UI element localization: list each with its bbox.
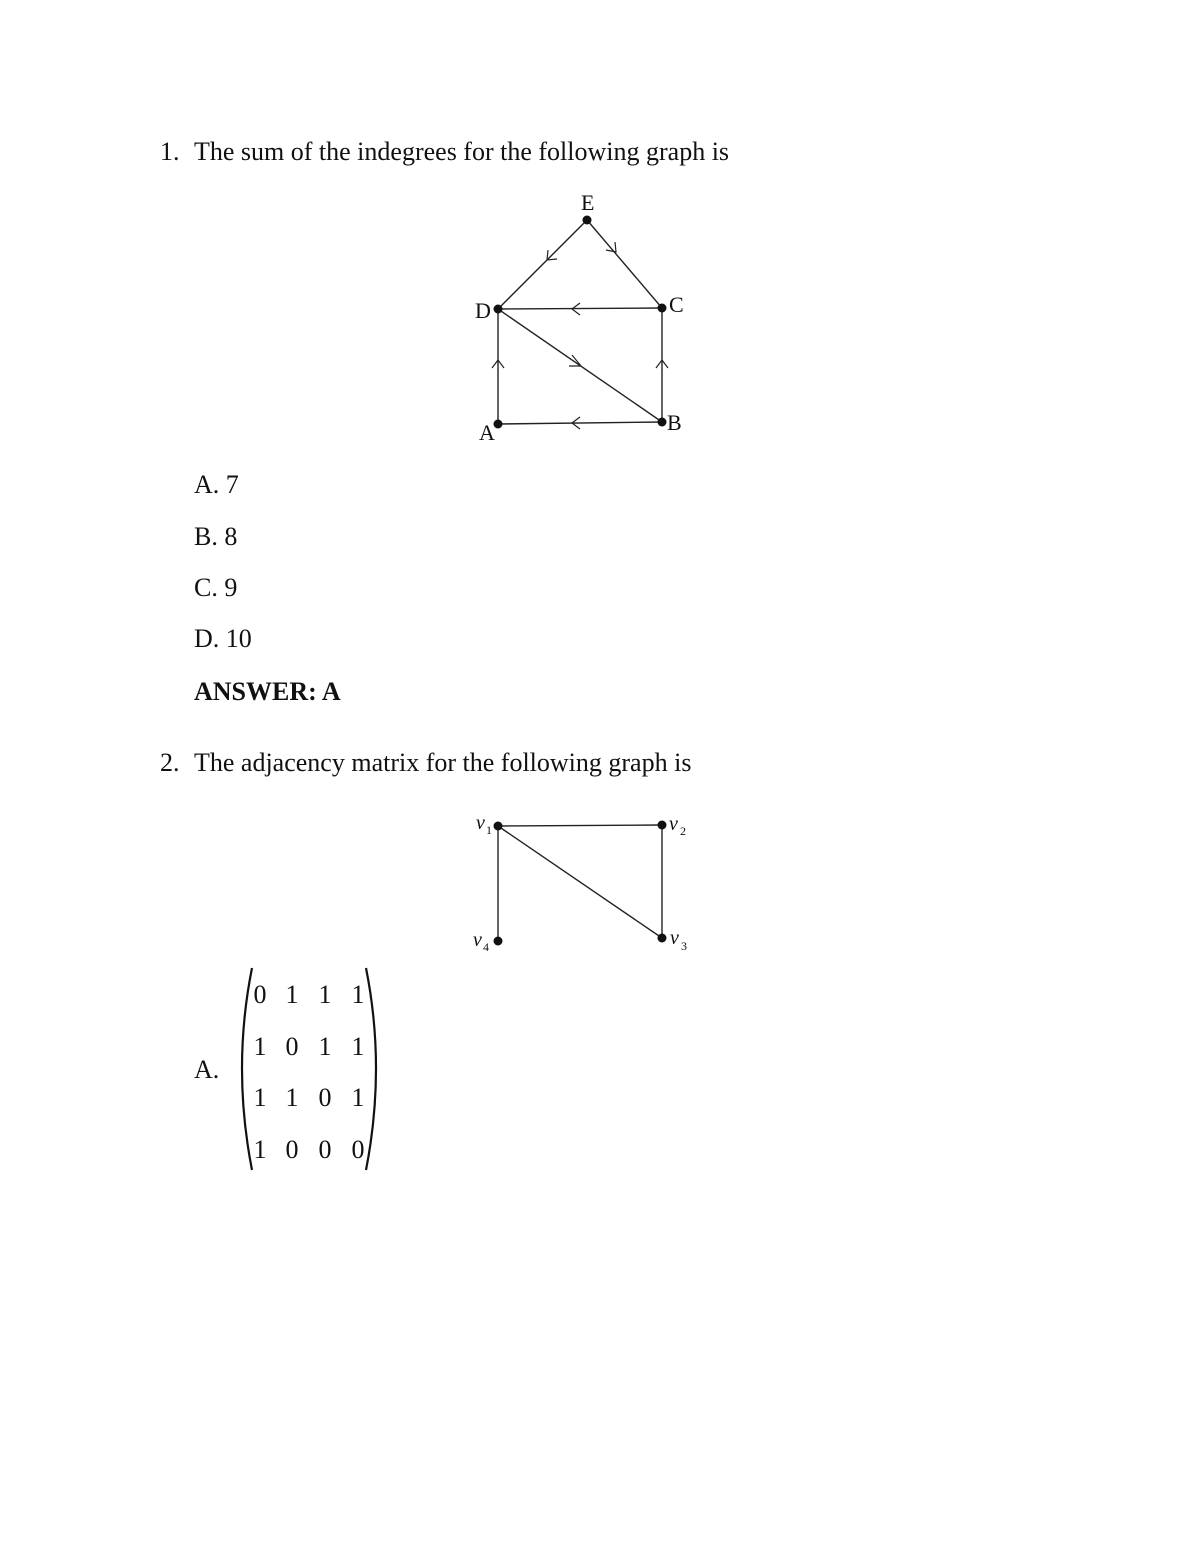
question-1-text: The sum of the indegrees for the following graph is (194, 137, 730, 166)
vertex-sub-v2: 2 (680, 824, 686, 838)
node-c (658, 304, 667, 313)
arrowhead-d-b (569, 355, 581, 366)
edge-e-c (587, 220, 662, 308)
matrix-cell: 0 (318, 1083, 332, 1112)
matrix-cell: 1 (285, 980, 299, 1009)
edge-v1-v3 (498, 826, 662, 938)
matrix-cell: 1 (318, 1032, 332, 1061)
option-d: D. 10 (194, 624, 252, 653)
question-1-number: 1. (160, 137, 180, 166)
question-2-number: 2. (160, 748, 180, 777)
option-b: B. 8 (194, 522, 238, 551)
node-v2 (658, 821, 667, 830)
option-a: A. 7 (194, 470, 239, 499)
matrix-cell: 1 (253, 1135, 267, 1164)
matrix-cell: 0 (253, 980, 267, 1009)
matrix-cell: 1 (253, 1083, 267, 1112)
answer: ANSWER: A (194, 677, 341, 706)
matrix-cell: 0 (285, 1032, 299, 1061)
matrix-cell: 1 (318, 980, 332, 1009)
edge-v1-v2 (498, 825, 662, 826)
edge-e-d (498, 220, 587, 309)
matrix-cell: 1 (351, 980, 365, 1009)
node-v4 (494, 937, 503, 946)
node-label-a: A (479, 420, 495, 445)
vertex-label-v4: v (473, 929, 482, 951)
node-label-b: B (667, 410, 682, 435)
matrix-cell: 0 (318, 1135, 332, 1164)
matrix-cell: 0 (285, 1135, 299, 1164)
option-a-label: A. (194, 1055, 220, 1084)
vertex-sub-v4: 4 (483, 940, 489, 954)
node-e (583, 216, 592, 225)
matrix-cell: 0 (351, 1135, 365, 1164)
node-label-c: C (669, 292, 684, 317)
vertex-label-v3: v (670, 927, 679, 949)
vertex-label-v2: v (669, 813, 678, 835)
edge-b-a (498, 422, 662, 424)
edge-c-d (498, 308, 662, 309)
node-v1 (494, 822, 503, 831)
vertex-sub-v3: 3 (681, 939, 687, 953)
matrix-cell: 1 (253, 1032, 267, 1061)
question-2-text: The adjacency matrix for the following graph is (194, 748, 692, 777)
node-label-e: E (581, 190, 595, 215)
node-label-d: D (475, 298, 491, 323)
matrix-cell: 1 (285, 1083, 299, 1112)
node-v3 (658, 934, 667, 943)
vertex-label-v1: v (476, 812, 485, 834)
node-b (658, 418, 667, 427)
matrix-cell: 1 (351, 1032, 365, 1061)
vertex-sub-v1: 1 (486, 823, 492, 837)
option-c: C. 9 (194, 573, 238, 602)
matrix-cell: 1 (351, 1083, 365, 1112)
node-d (494, 305, 503, 314)
